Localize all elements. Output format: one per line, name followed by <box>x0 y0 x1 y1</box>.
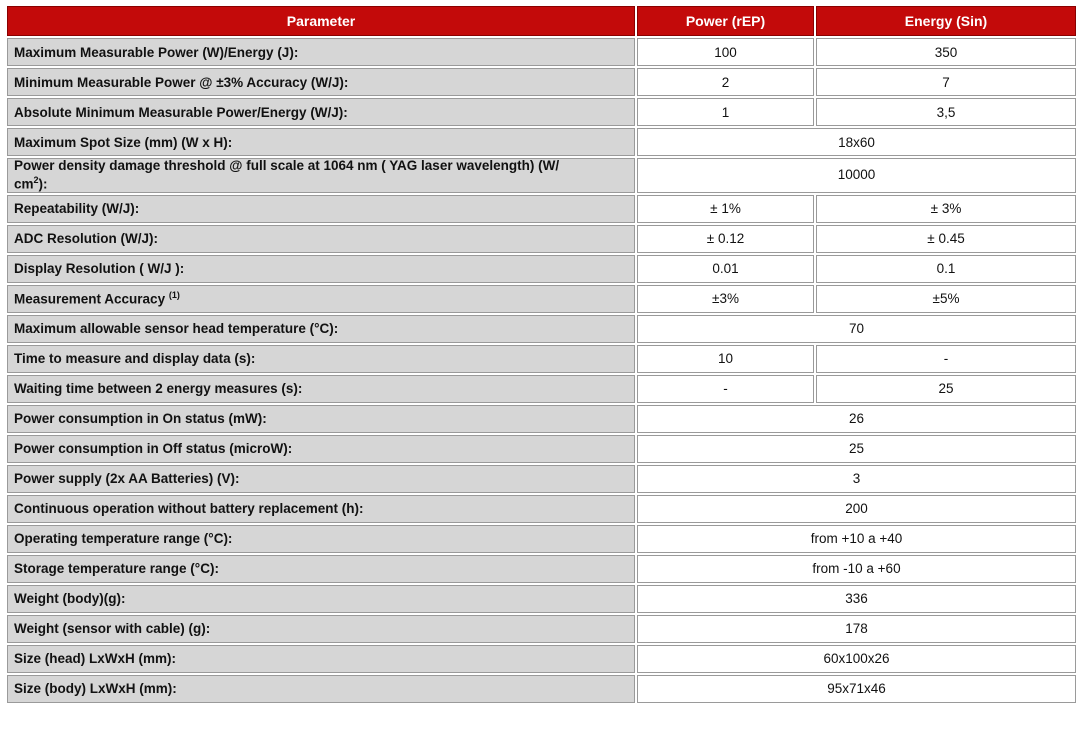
table-row <box>7 555 1076 583</box>
table-row <box>7 255 1076 283</box>
table-row <box>7 405 1076 433</box>
param-label: Power consumption in On status (mW): <box>7 405 635 433</box>
param-label-part3: ): <box>38 176 48 192</box>
param-label: Absolute Minimum Measurable Power/Energy (W/J): <box>7 98 635 126</box>
table-row <box>7 158 1076 193</box>
shared-value: 70 <box>637 315 1076 343</box>
shared-value: 336 <box>637 585 1076 613</box>
shared-value: 178 <box>637 615 1076 643</box>
param-label: Power consumption in Off status (microW): <box>7 435 635 463</box>
param-label: ADC Resolution (W/J): <box>7 225 635 253</box>
param-label: Waiting time between 2 energy measures (s): <box>7 375 635 403</box>
shared-value: 3 <box>637 465 1076 493</box>
energy-value: 3,5 <box>816 98 1076 126</box>
table-row <box>7 195 1076 223</box>
energy-value: 25 <box>816 375 1076 403</box>
shared-value: 10000 <box>637 158 1076 193</box>
param-label: Maximum Spot Size (mm) (W x H): <box>7 128 635 156</box>
table-row <box>7 585 1076 613</box>
shared-value: 95x71x46 <box>637 675 1076 703</box>
energy-value: ± 0.45 <box>816 225 1076 253</box>
table-row <box>7 225 1076 253</box>
table-header-row <box>7 6 1076 36</box>
header-parameter: Parameter <box>7 6 635 36</box>
param-label: Weight (sensor with cable) (g): <box>7 615 635 643</box>
param-label-text: Measurement Accuracy <box>14 291 169 307</box>
energy-value: ±5% <box>816 285 1076 313</box>
param-label: Storage temperature range (°C): <box>7 555 635 583</box>
energy-value: 350 <box>816 38 1076 66</box>
table-row <box>7 38 1076 66</box>
param-label <box>7 285 635 313</box>
energy-value: 7 <box>816 68 1076 96</box>
param-label: Maximum allowable sensor head temperature (°C): <box>7 315 635 343</box>
power-value: 0.01 <box>637 255 814 283</box>
param-label: Continuous operation without battery replacement (h): <box>7 495 635 523</box>
table-row <box>7 645 1076 673</box>
param-label: Power supply (2x AA Batteries) (V): <box>7 465 635 493</box>
shared-value: from -10 a +60 <box>637 555 1076 583</box>
param-label-superscript: 2 <box>33 175 39 185</box>
param-label: Maximum Measurable Power (W)/Energy (J): <box>7 38 635 66</box>
table-row <box>7 435 1076 463</box>
table-row <box>7 615 1076 643</box>
param-label-part1: Power density damage threshold @ full scale at 1064 nm ( YAG laser wavelength) (W/ <box>14 158 560 173</box>
footnote-marker: (1) <box>168 290 180 301</box>
table-row <box>7 98 1076 126</box>
param-label: Repeatability (W/J): <box>7 195 635 223</box>
param-label: Minimum Measurable Power @ ±3% Accuracy (W/J): <box>7 68 635 96</box>
table-row <box>7 495 1076 523</box>
table-row <box>7 285 1076 313</box>
param-label: Size (head) LxWxH (mm): <box>7 645 635 673</box>
shared-value: 25 <box>637 435 1076 463</box>
shared-value: 26 <box>637 405 1076 433</box>
param-label <box>7 158 635 193</box>
power-value: ± 1% <box>637 195 814 223</box>
table-row <box>7 375 1076 403</box>
table-row <box>7 68 1076 96</box>
shared-value: from +10 a +40 <box>637 525 1076 553</box>
param-label: Time to measure and display data (s): <box>7 345 635 373</box>
param-label-part2: cm <box>14 176 34 192</box>
shared-value: 18x60 <box>637 128 1076 156</box>
param-label: Size (body) LxWxH (mm): <box>7 675 635 703</box>
header-power: Power (rEP) <box>637 6 814 36</box>
energy-value: - <box>816 345 1076 373</box>
power-value: 2 <box>637 68 814 96</box>
power-value: ±3% <box>637 285 814 313</box>
power-value: 10 <box>637 345 814 373</box>
param-label: Operating temperature range (°C): <box>7 525 635 553</box>
param-label: Display Resolution ( W/J ): <box>7 255 635 283</box>
energy-value: 0.1 <box>816 255 1076 283</box>
power-value: ± 0.12 <box>637 225 814 253</box>
energy-value: ± 3% <box>816 195 1076 223</box>
table-row <box>7 465 1076 493</box>
power-value: - <box>637 375 814 403</box>
param-label: Weight (body)(g): <box>7 585 635 613</box>
power-value: 1 <box>637 98 814 126</box>
table-row <box>7 315 1076 343</box>
specifications-table <box>5 4 1078 705</box>
power-value: 100 <box>637 38 814 66</box>
table-row <box>7 525 1076 553</box>
header-energy: Energy (Sin) <box>816 6 1076 36</box>
shared-value: 60x100x26 <box>637 645 1076 673</box>
table-row <box>7 675 1076 703</box>
shared-value: 200 <box>637 495 1076 523</box>
table-row <box>7 128 1076 156</box>
table-row <box>7 345 1076 373</box>
